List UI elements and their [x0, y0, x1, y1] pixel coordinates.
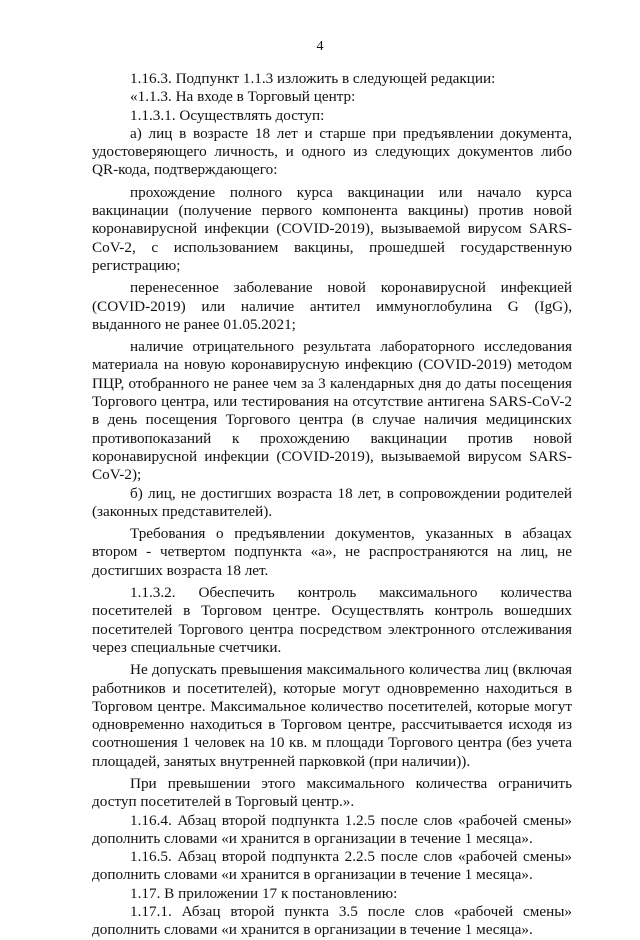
- paragraph: 1.16.5. Абзац второй подпункта 2.2.5 после слов «рабочей смены» дополнить словами «и хранится в организации в течение 1 месяца».: [92, 848, 572, 884]
- paragraph: 1.1.3.1. Осуществлять доступ:: [130, 106, 325, 124]
- paragraph: а) лиц в возрасте 18 лет и старше при предъявлении документа, удостоверяющего личность, и одного из следующих документов либо QR-кода, подтверждающего:: [92, 124, 572, 179]
- paragraph: перенесенное заболевание новой коронавирусной инфекцией (COVID-2019) или наличие антител иммуноглобулина G (IgG), выданного не ранее 01.05.2021;: [92, 279, 572, 333]
- paragraph: прохождение полного курса вакцинации или начало курса вакцинации (получение первого компонента вакцины) против новой коронавирусной инфекции (COVID-2019), вызываемой вирусом SARS-CoV-2, с использованием вакцины, прошедшей государственную регистрацию;: [92, 183, 572, 274]
- paragraph: При превышении этого максимального количества ограничить доступ посетителей в Торговый центр.».: [92, 774, 572, 811]
- page-number: 4: [316, 39, 324, 54]
- paragraph: Не допускать превышения максимального количества лиц (включая работников и посетителей), которые могут одновременно находиться в Торговом центре. Максимальное количество посетителей, которые могут одновременно находиться в Торговом центре, рассчитывается исходя из соотношения 1 человек на 10 кв. м площади Торгового центра (без учета площадей, занятых внутренней парковкой (при наличии)).: [92, 661, 572, 770]
- paragraph: 1.16.4. Абзац второй подпункта 1.2.5 после слов «рабочей смены» дополнить словами «и хранится в организации в течение 1 месяца».: [92, 811, 572, 847]
- paragraph: Требования о предъявлении документов, указанных в абзацах втором - четвертом подпункта «а», не распространяются на лиц, не достигших возраста 18 лет.: [92, 525, 572, 579]
- document-body: [92, 70, 572, 940]
- paragraph: 1.17. В приложении 17 к постановлению:: [130, 884, 398, 902]
- paragraph: б) лиц, не достигших возраста 18 лет, в сопровождении родителей (законных представителей).: [92, 484, 572, 520]
- paragraph: «1.1.3. На входе в Торговый центр:: [130, 88, 356, 106]
- paragraph: наличие отрицательного результата лабораторного исследования материала на новую коронавирусную инфекцию (COVID-2019) методом ПЦР, отобранного не ранее чем за 3 календарных дня до даты посещения Торгового центра, или тестирования на отсутствие антигена SARS-CoV-2 в день посещения Торгового центра (в случае наличия медицинских противопоказаний к прохождению вакцинации против новой коронавирусной инфекции (COVID-2019), вызываемой вирусом SARS-CoV-2);: [92, 338, 572, 484]
- paragraph: 1.1.3.2. Обеспечить контроль максимального количества посетителей в Торговом центре. Осуществлять контроль вошедших посетителей Торгового центра посредством электронного отслеживания через специальные счетчики.: [92, 584, 572, 656]
- paragraph: 1.16.3. Подпункт 1.1.3 изложить в следующей редакции:: [130, 70, 496, 87]
- paragraph: 1.17.1. Абзац второй пункта 3.5 после слов «рабочей смены» дополнить словами «и хранится в организации в течение 1 месяца».: [92, 903, 572, 939]
